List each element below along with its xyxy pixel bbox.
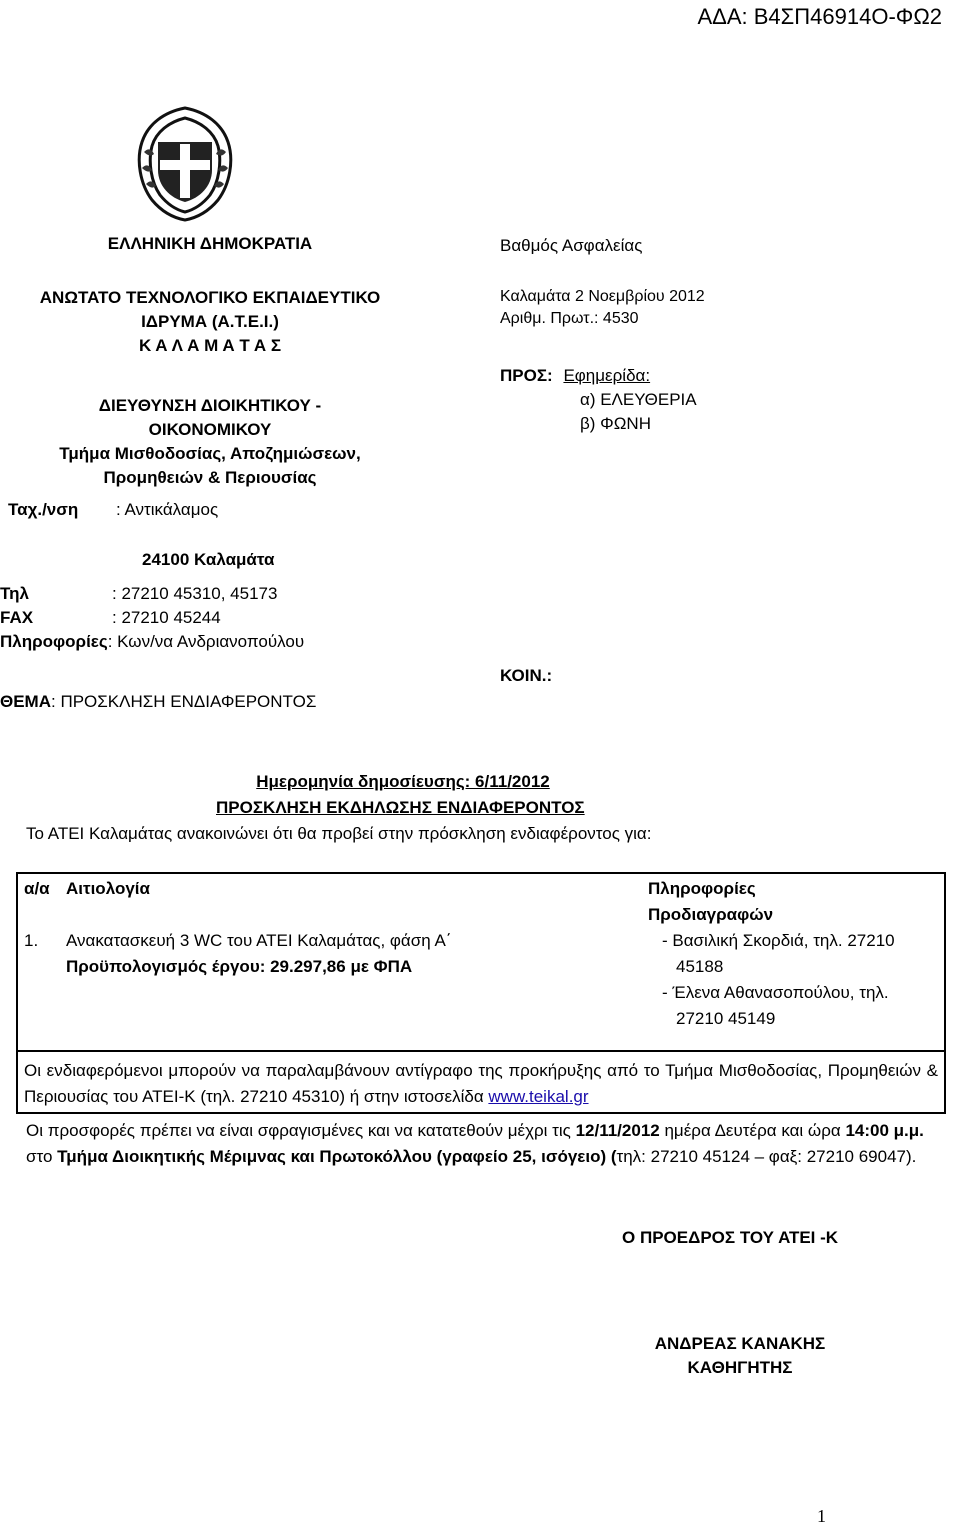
subject-row: [0, 690, 316, 714]
col-info-header-line1: Πληροφορίες: [648, 879, 756, 898]
phone-label: Τηλ: [0, 584, 29, 603]
offers-part1: Οι προσφορές πρέπει να είναι σφραγισμένες και να κατατεθούν μέχρι τις: [26, 1121, 576, 1140]
table-row: [24, 928, 636, 980]
fax-label: FAX: [0, 608, 34, 627]
phone-row: [0, 582, 420, 606]
contact-list: [648, 928, 938, 1032]
contact1-line2: 45188: [676, 957, 724, 976]
table-header: [24, 876, 636, 902]
directorate-line1: ΔΙΕΥΘΥΝΣΗ ΔΙΟΙΚΗΤΙΚΟΥ -: [98, 396, 322, 415]
row-budget: Προϋπολογισμός έργου: 29.297,86 με ΦΠΑ: [66, 957, 413, 976]
to-value: Εφημερίδα:: [563, 366, 651, 385]
contact1-line1: - Βασιλική Σκορδιά, τηλ. 27210: [662, 931, 895, 950]
notes-cell: [17, 1051, 945, 1113]
greek-coat-of-arms-icon: [124, 102, 246, 224]
info-row: [0, 630, 420, 654]
info-value: : Κων/να Ανδριανοπούλου: [107, 632, 305, 651]
cc-label: ΚΟΙΝ.:: [500, 666, 553, 685]
security-level: Βαθμός Ασφαλείας: [500, 236, 643, 255]
department-line2: Προμηθειών & Περιουσίας: [103, 468, 317, 487]
row-description: [66, 928, 636, 980]
recipient-b: β) ΦΩΝΗ: [580, 414, 651, 433]
website-link[interactable]: www.teikal.gr: [488, 1087, 589, 1106]
offers-deadline-time: 14:00 μ.μ.: [845, 1121, 924, 1140]
institution-block: [0, 286, 420, 358]
publication-date: Ημερομηνία δημοσίευσης: 6/11/2012: [256, 772, 550, 791]
invitation-title: ΠΡΟΣΚΛΗΣΗ ΕΚΔΗΛΩΣΗΣ ΕΝΔΙΑΦΕΡΟΝΤΟΣ: [216, 798, 585, 817]
table-info-cell: [642, 873, 945, 1051]
institution-line2: ΙΔΡΥΜΑ (Α.Τ.Ε.Ι.): [141, 312, 279, 331]
fax-value: : 27210 45244: [112, 608, 221, 627]
row-desc-text: Ανακατασκευή 3 WC του ΑΤΕΙ Καλαμάτας, φάση Α΄: [66, 931, 452, 950]
directorate-line2: ΟΙΚΟΝΟΜΙΚΟΥ: [148, 420, 272, 439]
signature-role: Ο ΠΡΟΕΔΡΟΣ ΤΟΥ ΑΤΕΙ -Κ: [622, 1228, 839, 1247]
signature-block: [620, 1332, 860, 1380]
contact2-line1: - Έλενα Αθανασοπούλου, τηλ.: [662, 983, 889, 1002]
table-header-and-row: [17, 873, 945, 1051]
col-no-header: α/α: [24, 879, 50, 898]
signature-name: ΑΝΔΡΕΑΣ ΚΑΝΑΚΗΣ: [654, 1334, 826, 1353]
table-main-cell: [17, 873, 642, 1051]
recipients-row: [500, 364, 697, 388]
postcode: 24100 Καλαμάτα: [142, 550, 275, 569]
col-info-header-line2: Προδιαγραφών: [648, 905, 774, 924]
department-line1: Τμήμα Μισθοδοσίας, Αποζημιώσεων,: [59, 444, 361, 463]
institution-city: Κ Α Λ Α Μ Α Τ Α Σ: [138, 336, 282, 355]
invitation-intro: Το ΑΤΕΙ Καλαμάτας ανακοινώνει ότι θα προβεί στην πρόσκληση ενδιαφέροντος για:: [26, 824, 652, 843]
offers-part4: τηλ: 27210 45124 – φαξ: 27210 69047).: [616, 1147, 917, 1166]
offers-paragraph: [26, 1118, 936, 1170]
page-number: 1: [817, 1506, 826, 1526]
protocol-number: Αριθμ. Πρωτ.: 4530: [500, 310, 639, 327]
offers-part3: στο: [26, 1147, 58, 1166]
contact-block: [0, 582, 420, 654]
phone-value: : 27210 45310, 45173: [112, 584, 278, 603]
fax-row: [0, 606, 420, 630]
row-number: 1.: [24, 931, 39, 950]
address-label: Ταχ./νση: [8, 500, 79, 519]
subject-label: ΘΕΜΑ: [0, 692, 51, 711]
to-label: ΠΡΟΣ:: [500, 366, 553, 385]
ada-code: ΑΔΑ: Β4ΣΠ46914Ο-ΦΩ2: [697, 4, 942, 29]
country-name: ΕΛΛΗΝΙΚΗ ΔΗΜΟΚΡΑΤΙΑ: [107, 234, 313, 253]
address-row: [8, 498, 219, 522]
items-table: [16, 872, 946, 1114]
institution-line1: ΑΝΩΤΑΤΟ ΤΕΧΝΟΛΟΓΙΚΟ ΕΚΠΑΙΔΕΥΤΙΚΟ: [39, 288, 381, 307]
signature-title: ΚΑΘΗΓΗΤΗΣ: [687, 1358, 793, 1377]
notes-text: Οι ενδιαφερόμενοι μπορούν να παραλαμβάνουν αντίγραφο της προκήρυξης από το Τμήμα Μισθοδοσίας, Προμηθειών & Περιουσίας του ΑΤΕΙ-Κ (τηλ. 27210 45310) ή στην ιστοσελίδα: [24, 1061, 938, 1106]
directorate-block: [0, 394, 420, 490]
offers-part2: ημέρα Δευτέρα και ώρα: [659, 1121, 846, 1140]
col-reason-header: Αιτιολογία: [66, 879, 150, 898]
recipients-block: [500, 364, 697, 436]
offers-deadline-date: 12/11/2012: [575, 1121, 660, 1140]
offers-office: Τμήμα Διοικητικής Μέριμνας και Πρωτοκόλλου (γραφείο 25, ισόγειο) (: [57, 1147, 617, 1166]
subject-value: : ΠΡΟΣΚΛΗΣΗ ΕΝΔΙΑΦΕΡΟΝΤΟΣ: [51, 692, 317, 711]
recipient-a: α) ΕΛΕΥΘΕΡΙΑ: [580, 390, 697, 409]
place-date: Καλαμάτα 2 Νοεμβρίου 2012: [500, 288, 705, 305]
info-label: Πληροφορίες: [0, 632, 108, 651]
address-value: : Αντικάλαμος: [116, 500, 219, 519]
contact2-line2: 27210 45149: [676, 1009, 776, 1028]
